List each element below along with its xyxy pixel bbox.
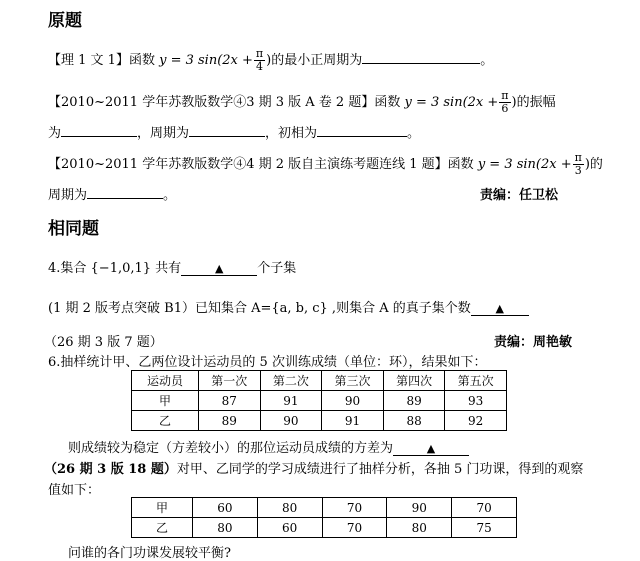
s1-text: 4.集合 {−1,0,1} 共有 <box>48 261 182 276</box>
s2-text: (1 期 2 版考点突破 B1）已知集合 A={a, b, c} ,则集合 A 的真子集个数 <box>48 301 471 316</box>
table-cell: 91 <box>322 411 384 431</box>
q1-end: 。 <box>480 53 494 68</box>
q1-formula: y = 3 sin(2x + <box>159 53 253 68</box>
table-cell: 乙 <box>132 518 193 538</box>
q3-formula: y = 3 sin(2x + <box>477 157 572 172</box>
similar-question-3: 6.抽样统计甲、乙两位设计运动员的 5 次训练成绩（单位：环），结果如下： <box>48 355 487 370</box>
similar-question-4 <box>44 458 583 477</box>
q2-amplitude-blank <box>61 124 137 137</box>
s2-answer-blank: ▲ <box>471 302 529 316</box>
q2-formula: y = 3 sin(2x + <box>404 95 499 110</box>
table-cell: 88 <box>383 411 445 431</box>
editor-credit-2: 责编：周艳敏 <box>494 335 573 350</box>
table-cell: 80 <box>387 518 452 538</box>
s1-answer-blank: ▲ <box>181 262 257 276</box>
q1-frac-num: π <box>255 47 264 60</box>
q3-end: 。 <box>163 188 177 203</box>
similar-question-4-ask: 问谁的各门功课发展较平衡? <box>68 546 231 561</box>
q2-frac-num: π <box>501 89 509 102</box>
table-cell: 乙 <box>132 411 199 431</box>
q2-fraction <box>499 90 510 115</box>
q2-phase-blank <box>317 124 407 137</box>
table-cell: 75 <box>452 518 517 538</box>
table-cell: 70 <box>322 518 387 538</box>
q2-suffix: )的振幅 <box>511 95 556 110</box>
question-1 <box>48 48 493 73</box>
section-heading-original: 原题 <box>48 11 82 31</box>
similar-question-2 <box>48 297 529 316</box>
scores-table-1 <box>131 370 507 431</box>
table-cell: 93 <box>445 391 507 411</box>
scores-table-2 <box>131 497 517 538</box>
s1-suffix: 个子集 <box>257 261 297 276</box>
question-3-line-2 <box>48 184 176 203</box>
table-cell: 70 <box>322 498 387 518</box>
s4-text: 对甲、乙同学的学习成绩进行了抽样分析，各抽 5 门功课，得到的观察 <box>176 462 584 477</box>
editor-credit-1: 责编：任卫松 <box>480 188 559 203</box>
s4-source: （26 期 3 版 18 题） <box>44 462 177 477</box>
table-header-cell: 第五次 <box>445 371 507 391</box>
q3-line2: 周期为 <box>48 188 88 203</box>
table-header-cell: 第一次 <box>199 371 261 391</box>
table-header-cell: 第三次 <box>322 371 384 391</box>
similar-question-3-ask <box>68 437 469 456</box>
table-row <box>132 498 517 518</box>
similar-question-1 <box>48 257 296 276</box>
q1-prefix: 【理 1 文 1】函数 <box>48 53 155 68</box>
table-header-cell: 第四次 <box>383 371 445 391</box>
question-2-line-2 <box>48 122 420 141</box>
table-cell: 92 <box>445 411 507 431</box>
table-cell: 80 <box>257 498 322 518</box>
s3-after-text: 则成绩较为稳定（方差较小）的那位运动员成绩的方差为 <box>68 441 394 456</box>
table-cell: 甲 <box>132 391 199 411</box>
table-cell: 90 <box>387 498 452 518</box>
table-cell: 90 <box>322 391 384 411</box>
similar-question-4-line-2: 值如下： <box>48 483 101 498</box>
q3-fraction <box>573 152 584 177</box>
q2-frac-den: 6 <box>501 102 509 115</box>
section-heading-similar: 相同题 <box>48 219 99 239</box>
table-cell: 60 <box>257 518 322 538</box>
q2-prefix: 【2010~2011 学年苏教版数学④3 期 3 版 A 卷 2 题】函数 <box>48 95 401 110</box>
q3-frac-den: 3 <box>574 164 582 177</box>
question-3 <box>48 152 603 177</box>
table-cell: 70 <box>452 498 517 518</box>
q2-period-blank <box>189 124 265 137</box>
q3-frac-num: π <box>574 151 582 164</box>
table-cell: 60 <box>193 498 258 518</box>
similar-question-3-source: （26 期 3 版 7 题） <box>44 335 163 350</box>
table-cell: 90 <box>260 411 322 431</box>
table-cell: 87 <box>199 391 261 411</box>
q3-period-blank <box>87 186 163 199</box>
q1-fraction <box>254 48 265 73</box>
q2-line2-b: ，周期为 <box>137 126 190 141</box>
question-2 <box>48 90 556 115</box>
q3-prefix: 【2010~2011 学年苏教版数学④4 期 2 版自主演练考题连线 1 题】函数 <box>48 157 474 172</box>
table-cell: 89 <box>199 411 261 431</box>
q2-line2-c: ，初相为 <box>265 126 318 141</box>
table-cell: 91 <box>260 391 322 411</box>
table-header-cell: 运动员 <box>132 371 199 391</box>
table-row <box>132 411 507 431</box>
q1-suffix: )的最小正周期为 <box>266 53 363 68</box>
table-row <box>132 391 507 411</box>
table-header-row <box>132 371 507 391</box>
table-cell: 甲 <box>132 498 193 518</box>
table-row <box>132 518 517 538</box>
q1-answer-blank <box>362 51 480 64</box>
table-cell: 80 <box>193 518 258 538</box>
q2-line2-a: 为 <box>48 126 62 141</box>
s3-answer-blank: ▲ <box>393 442 469 456</box>
q3-suffix: )的 <box>584 157 603 172</box>
q1-frac-den: 4 <box>256 60 264 73</box>
table-cell: 89 <box>383 391 445 411</box>
q2-end: 。 <box>407 126 421 141</box>
table-header-cell: 第二次 <box>260 371 322 391</box>
